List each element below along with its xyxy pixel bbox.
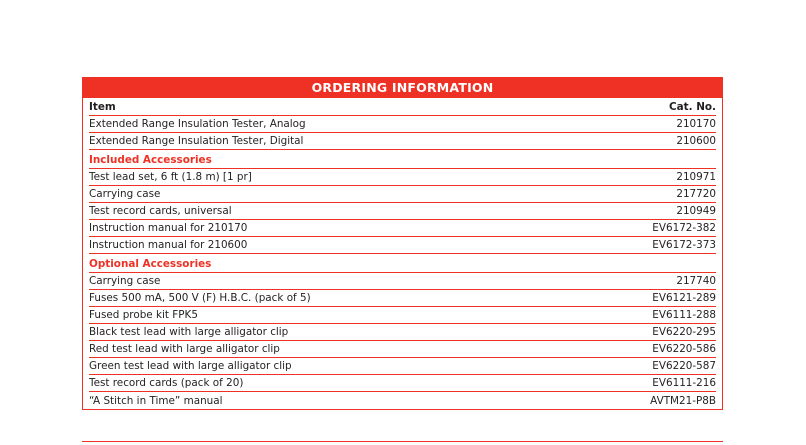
cat-no-cell: 210971: [676, 171, 716, 183]
item-cell: Test record cards (pack of 20): [89, 377, 244, 389]
cat-no-cell: EV6172-373: [652, 239, 716, 251]
table-row: [89, 203, 716, 220]
column-header-item: Item: [89, 100, 116, 113]
cat-no-cell: 217740: [676, 275, 716, 287]
table-row: [89, 290, 716, 307]
item-cell: Instruction manual for 210600: [89, 239, 248, 251]
section-title: Optional Accessories: [89, 258, 212, 270]
bottom-divider: [82, 441, 723, 442]
cat-no-cell: AVTM21-P8B: [650, 394, 716, 407]
table-row: [89, 220, 716, 237]
cat-no-cell: EV6220-587: [652, 360, 716, 372]
table-row: [89, 307, 716, 324]
column-header-cat-no: Cat. No.: [669, 100, 716, 113]
cat-no-cell: 217720: [676, 188, 716, 200]
cat-no-cell: 210600: [676, 135, 716, 147]
table-row: [89, 237, 716, 254]
cat-no-cell: EV6111-288: [652, 309, 716, 321]
cat-no-cell: EV6111-216: [652, 377, 716, 389]
cat-no-cell: 210170: [676, 118, 716, 130]
section-title: Included Accessories: [89, 154, 212, 166]
item-cell: Fused probe kit FPK5: [89, 309, 198, 321]
ordering-information-table: [82, 77, 723, 410]
section-heading-optional-accessories: [89, 254, 716, 273]
table-row: [89, 273, 716, 290]
item-cell: Black test lead with large alligator clip: [89, 326, 289, 338]
item-cell: “A Stitch in Time” manual: [89, 394, 223, 407]
item-cell: Carrying case: [89, 275, 161, 287]
item-cell: Extended Range Insulation Tester, Analog: [89, 118, 306, 130]
column-header-row: [89, 98, 716, 116]
item-cell: Instruction manual for 210170: [89, 222, 248, 234]
table-row: [89, 133, 716, 150]
table-row: [89, 116, 716, 133]
table-row: [89, 375, 716, 392]
cat-no-cell: EV6172-382: [652, 222, 716, 234]
table-row: [89, 169, 716, 186]
table-title: ORDERING INFORMATION: [83, 78, 722, 98]
table-row: [89, 358, 716, 375]
table-row: [89, 341, 716, 358]
table-row: [89, 392, 716, 409]
item-cell: Extended Range Insulation Tester, Digital: [89, 135, 304, 147]
cat-no-cell: EV6220-295: [652, 326, 716, 338]
table-row: [89, 324, 716, 341]
item-cell: Carrying case: [89, 188, 161, 200]
item-cell: Test lead set, 6 ft (1.8 m) [1 pr]: [89, 171, 252, 183]
item-cell: Test record cards, universal: [89, 205, 232, 217]
item-cell: Green test lead with large alligator clip: [89, 360, 292, 372]
cat-no-cell: EV6121-289: [652, 292, 716, 304]
table-row: [89, 186, 716, 203]
item-cell: Fuses 500 mA, 500 V (F) H.B.C. (pack of 5): [89, 292, 311, 304]
cat-no-cell: 210949: [676, 205, 716, 217]
item-cell: Red test lead with large alligator clip: [89, 343, 280, 355]
section-heading-included-accessories: [89, 150, 716, 169]
cat-no-cell: EV6220-586: [652, 343, 716, 355]
